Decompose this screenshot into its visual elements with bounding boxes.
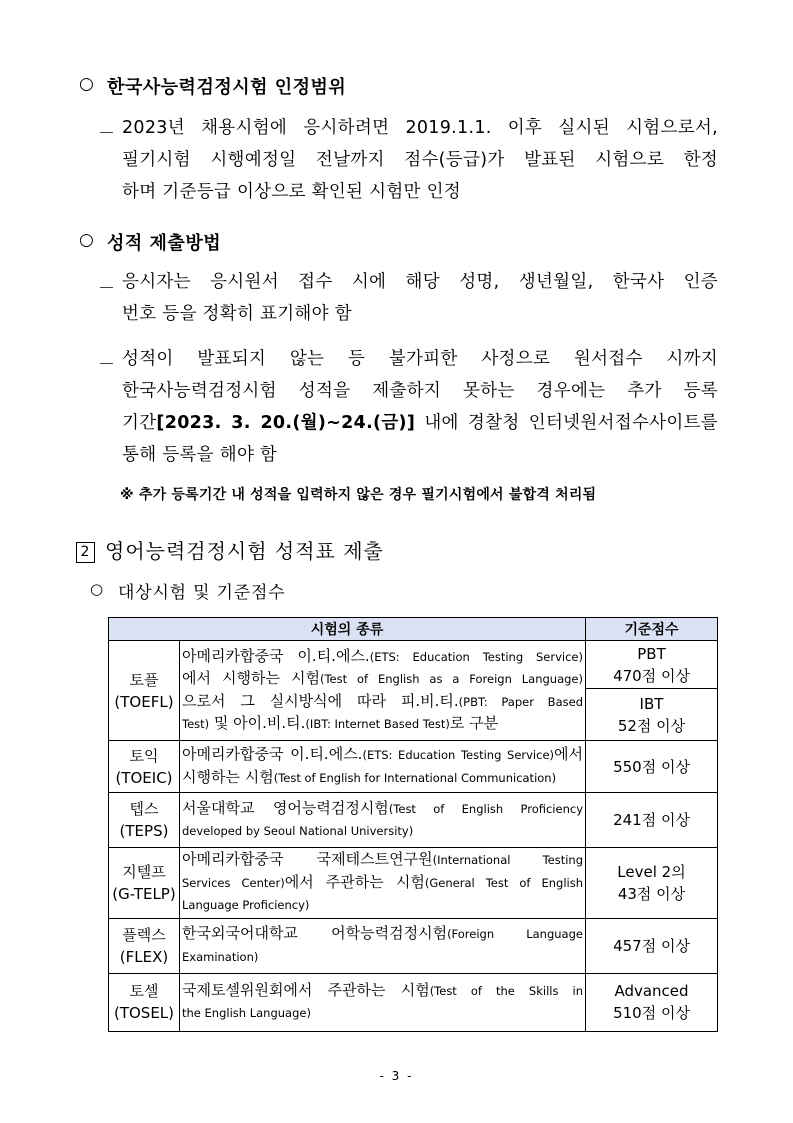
desc-line — [182, 820, 583, 843]
section-title-text: 영어능력검정시험 성적표 제출 — [105, 539, 384, 563]
test-name-ko: 플렉스 — [122, 925, 166, 944]
sub-bullet: ○ — [90, 580, 104, 598]
desc-text-small: developed by Seoul National University) — [182, 824, 414, 838]
table-header-row — [109, 618, 718, 641]
test-description — [180, 973, 586, 1031]
desc-text: 서울대학교 영어능력검정시험 — [182, 798, 389, 817]
score-toeic: 550점 이상 — [586, 741, 718, 793]
table-row — [109, 973, 718, 1031]
test-name-toefl — [109, 641, 180, 741]
heading-bullet: ○ — [79, 74, 94, 94]
desc-line — [182, 691, 583, 714]
desc-text: 및 아이.비.티. — [209, 714, 306, 732]
test-name-en: (TOSEL) — [113, 1004, 175, 1022]
warning-note: ※ 추가 등록기간 내 성적을 입력하지 않은 경우 필기시험에서 불합격 처리됨 — [120, 487, 597, 503]
test-name-en: (G-TELP) — [112, 884, 176, 903]
dash-marker: － — [98, 355, 115, 375]
test-description — [180, 641, 586, 741]
test-name-flex — [109, 918, 180, 973]
score-value: 510점 이상 — [613, 1004, 690, 1022]
test-description — [180, 848, 586, 919]
table-row — [109, 741, 718, 793]
desc-text-small: (Test of English for International Communication) — [273, 770, 557, 785]
text-fragment: 내에 경찰청 인터넷원서접수사이트를 — [415, 413, 718, 433]
test-name-en: (TEPS) — [119, 822, 169, 840]
desc-text: 에서 주관하는 시험 — [284, 872, 425, 891]
paragraph-late-registration — [122, 343, 718, 471]
score-value: 470점 이상 — [613, 666, 690, 685]
desc-text-small: (Test of English Proficiency — [388, 801, 583, 816]
dash-marker: － — [98, 279, 115, 299]
score-flex: 457점 이상 — [586, 918, 718, 973]
registration-period: [2023. 3. 20.(월)~24.(금)] — [156, 413, 416, 433]
desc-line — [182, 946, 583, 969]
desc-text: 아메리카합중국 국제테스트연구원 — [182, 850, 433, 868]
desc-text: 로 구분 — [449, 714, 499, 732]
desc-text-small: (International Testing — [432, 853, 583, 867]
test-description — [180, 793, 586, 848]
desc-text-small: Language Proficiency) — [182, 898, 310, 912]
score-value: 43점 이상 — [617, 884, 686, 903]
desc-text-small: (ETS: Education Testing Service) — [369, 649, 583, 664]
desc-line — [182, 1002, 583, 1025]
desc-line — [182, 798, 583, 821]
test-name-ko: 토익 — [129, 746, 159, 765]
desc-text: 으로서 그 실시방식에 따라 피.비.티. — [182, 691, 459, 710]
test-description — [180, 741, 586, 793]
paragraph-scope — [122, 112, 718, 208]
score-teps: 241점 이상 — [586, 793, 718, 848]
section-number-box: 2 — [76, 542, 95, 563]
table-row — [109, 793, 718, 848]
score-label: Advanced — [614, 982, 689, 1000]
desc-text-small: (Test of English as a Foreign Language) — [319, 672, 583, 686]
sub-title: 대상시험 및 기준점수 — [118, 583, 286, 603]
paragraph-applicant — [122, 266, 718, 330]
desc-line — [182, 646, 583, 669]
header-test-type: 시험의 종류 — [109, 618, 586, 641]
score-tosel — [586, 973, 718, 1031]
desc-line — [182, 744, 583, 767]
test-name-en: (FLEX) — [119, 947, 169, 966]
desc-text: 에서 시행하는 시험 — [182, 669, 320, 687]
section-heading-submission-method: 성적 제출방법 — [107, 233, 222, 254]
test-name-toeic — [109, 741, 180, 793]
test-name-ko: 텝스 — [129, 800, 159, 818]
desc-text-small: the English Language) — [182, 1006, 311, 1020]
text-line: 필기시험 시행예정일 전날까지 점수(등급)가 발표된 시험으로 한정 — [122, 150, 718, 170]
table-row — [109, 848, 718, 919]
test-name-ko: 토플 — [129, 670, 159, 689]
desc-text: 에서 — [554, 745, 583, 763]
desc-text-small: (IBT: Internet Based Test) — [305, 717, 450, 731]
score-label: IBT — [639, 694, 664, 713]
desc-line — [182, 767, 583, 790]
desc-text: 한국외국어대학교 어학능력검정시험 — [182, 924, 448, 942]
section-heading-korean-history-scope: 한국사능력검정시험 인정범위 — [107, 77, 347, 98]
test-score-table — [108, 617, 718, 1032]
desc-line — [182, 923, 583, 946]
test-name-ko: 지텔프 — [122, 862, 166, 881]
score-pbt — [586, 641, 718, 689]
desc-text-small: Test) — [182, 717, 210, 731]
test-name-tosel — [109, 973, 180, 1031]
test-name-en: (TOEFL) — [114, 692, 174, 711]
header-standard-score: 기준점수 — [586, 618, 718, 641]
desc-text-small: (Test of the Skills in — [429, 983, 584, 998]
test-name-teps — [109, 793, 180, 848]
section-title-english-test — [76, 535, 384, 564]
test-name-en: (TOEIC) — [115, 768, 173, 787]
text-line: 응시자는 응시원서 접수 시에 해당 성명, 생년월일, 한국사 인증 — [122, 272, 718, 292]
table-row — [109, 918, 718, 973]
desc-text-small: (General Test of English — [424, 875, 583, 890]
score-gtelp — [586, 848, 718, 919]
text-line: 한국사능력검정시험 성적을 제출하지 못하는 경우에는 추가 등록 — [122, 381, 718, 401]
desc-text: 시행하는 시험 — [182, 767, 274, 786]
desc-line — [182, 713, 583, 736]
desc-text: 아메리카합중국 이.티.에스. — [182, 646, 370, 665]
desc-text: 국제토셀위원회에서 주관하는 시험 — [182, 980, 430, 999]
desc-line — [182, 980, 583, 1003]
page-number: - 3 - — [379, 1069, 414, 1083]
score-ibt — [586, 689, 718, 741]
desc-line — [182, 668, 583, 691]
desc-line — [182, 849, 583, 872]
test-description — [180, 918, 586, 973]
desc-line — [182, 894, 583, 917]
score-label: PBT — [637, 644, 666, 663]
desc-line — [182, 872, 583, 895]
dash-marker: － — [98, 124, 115, 144]
desc-text-small: (ETS: Education Testing Service) — [362, 748, 555, 762]
test-name-ko: 토셀 — [129, 982, 159, 1000]
score-value: 52점 이상 — [617, 716, 686, 735]
table-row — [109, 641, 718, 689]
desc-text-small: Examination) — [182, 949, 259, 964]
desc-text-small: Services Center) — [182, 875, 285, 890]
desc-text: 아메리카합중국 이.티.에스. — [182, 745, 363, 763]
text-line-with-date — [122, 407, 718, 439]
text-line: 통해 등록을 해야 함 — [122, 445, 278, 465]
heading-bullet: ○ — [79, 230, 94, 250]
text-fragment: 기간 — [122, 413, 157, 433]
text-line: 하며 기준등급 이상으로 확인된 시험만 인정 — [122, 182, 462, 202]
text-line: 번호 등을 정확히 표기해야 함 — [122, 304, 352, 324]
test-name-gtelp — [109, 848, 180, 919]
score-label: Level 2의 — [617, 862, 686, 881]
desc-text-small: (Foreign Language — [447, 927, 583, 941]
text-line: 2023년 채용시험에 응시하려면 2019.1.1. 이후 실시된 시험으로서, — [122, 118, 718, 138]
desc-text-small: (PBT: Paper Based — [458, 694, 583, 709]
text-line: 성적이 발표되지 않는 등 불가피한 사정으로 원서접수 시까지 — [122, 349, 718, 369]
